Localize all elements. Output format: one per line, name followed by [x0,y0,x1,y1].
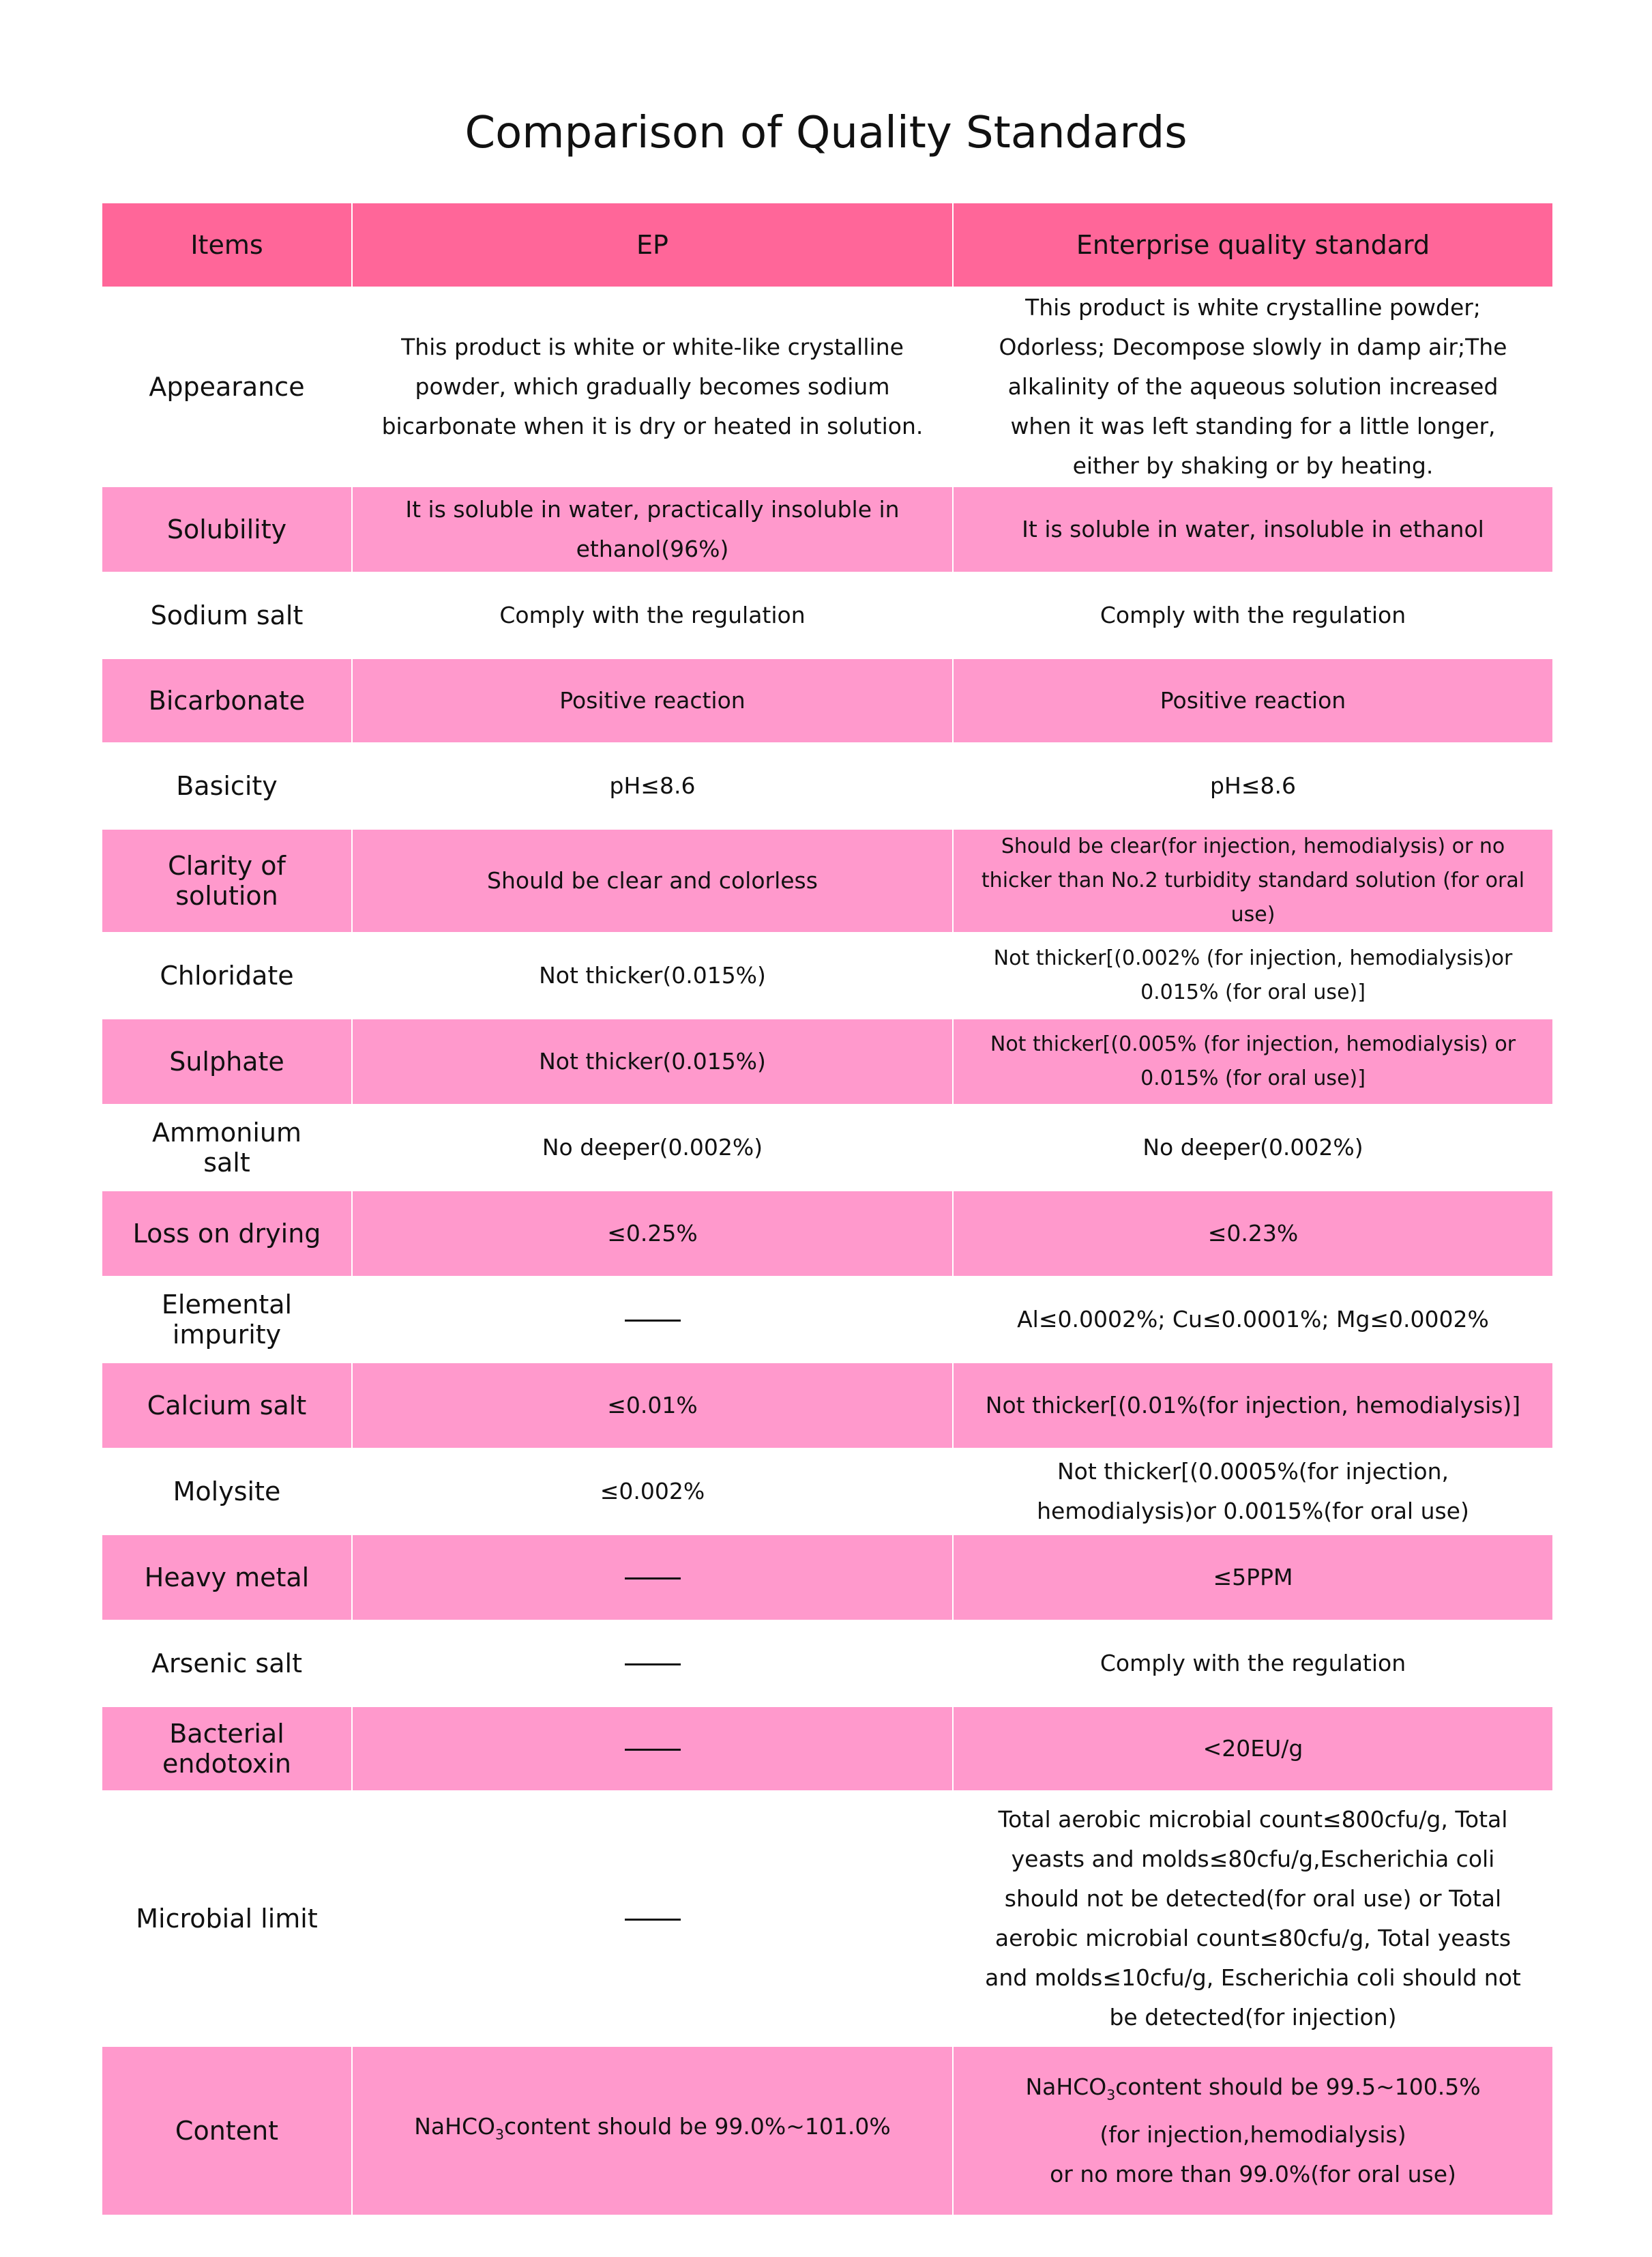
row-item-sulphate: Sulphate [102,1019,352,1105]
row-enterprise-solubility: It is soluble in water, insoluble in ethanol [953,486,1553,572]
row-item-microbial-limit: Microbial limit [102,1791,352,2046]
row-ep-calcium-salt: ≤0.01% [352,1363,953,1448]
row-item-basicity: Basicity [102,743,352,829]
ent-formula-sub: 3 [1106,2086,1116,2103]
row-ep-solubility: It is soluble in water, practically insoluble in ethanol(96%) [352,486,953,572]
ent-content-line-2: (for injection,hemodialysis) [1100,2121,1406,2148]
row-ep-arsenic-salt [352,1620,953,1706]
row-enterprise-bacterial-endotoxin: <20EU/g [953,1706,1553,1791]
row-item-solubility: Solubility [102,486,352,572]
row-item-clarity: Clarity of solution [102,829,352,933]
header-enterprise: Enterprise quality standard [953,203,1553,287]
ep-formula-prefix: NaHCO [414,2113,495,2140]
row-item-bicarbonate: Bicarbonate [102,658,352,743]
row-ep-sodium-salt: Comply with the regulation [352,572,953,658]
table-header-row [102,203,1553,287]
row-enterprise-basicity: pH≤8.6 [953,743,1553,829]
row-enterprise-arsenic-salt: Comply with the regulation [953,1620,1553,1706]
row-ep-bacterial-endotoxin [352,1706,953,1791]
row-item-appearance: Appearance [102,287,352,486]
table-row [102,1191,1553,1277]
table-row [102,287,1553,486]
row-enterprise-bicarbonate: Positive reaction [953,658,1553,743]
ent-content-line-3: or no more than 99.0%(for oral use) [1050,2160,1456,2187]
dash-symbol [625,1749,681,1751]
row-enterprise-heavy-metal: ≤5PPM [953,1534,1553,1620]
table-row [102,658,1553,743]
row-enterprise-ammonium-salt: No deeper(0.002%) [953,1105,1553,1191]
row-ep-content [352,2046,953,2215]
row-enterprise-sulphate: Not thicker[(0.005% (for injection, hemodialysis) or 0.015% (for oral use)] [953,1019,1553,1105]
table-row [102,1448,1553,1534]
row-item-content: Content [102,2046,352,2215]
row-item-bacterial-endotoxin: Bacterial endotoxin [102,1706,352,1791]
dash-symbol [625,1663,681,1665]
row-ep-chloridate: Not thicker(0.015%) [352,933,953,1019]
row-enterprise-sodium-salt: Comply with the regulation [953,572,1553,658]
table-row [102,1105,1553,1191]
row-enterprise-appearance: This product is white crystalline powder; Odorless; Decompose slowly in damp air;The alkalinity of the aqueous solution increased when it was left standing for a little longer, either by shaking or by heating. [953,287,1553,486]
ent-content-line-1 [977,2067,1529,2115]
table-row [102,743,1553,829]
row-item-ammonium-salt: Ammonium salt [102,1105,352,1191]
row-item-arsenic-salt: Arsenic salt [102,1620,352,1706]
dash-symbol [625,1320,681,1322]
row-ep-basicity: pH≤8.6 [352,743,953,829]
ent-formula-rest: content should be 99.5~100.5% [1115,2073,1481,2101]
table-row [102,1277,1553,1363]
row-enterprise-loss-on-drying: ≤0.23% [953,1191,1553,1277]
header-ep: EP [352,203,953,287]
ep-formula-rest: content should be 99.0%~101.0% [504,2113,891,2140]
row-enterprise-content [953,2046,1553,2215]
row-item-sodium-salt: Sodium salt [102,572,352,658]
dash-symbol [625,1577,681,1579]
table-row [102,933,1553,1019]
table-row [102,1534,1553,1620]
row-ep-heavy-metal [352,1534,953,1620]
row-enterprise-molysite: Not thicker[(0.0005%(for injection, hemodialysis)or 0.0015%(for oral use) [953,1448,1553,1534]
row-item-loss-on-drying: Loss on drying [102,1191,352,1277]
row-ep-ammonium-salt: No deeper(0.002%) [352,1105,953,1191]
row-item-molysite: Molysite [102,1448,352,1534]
row-ep-microbial-limit [352,1791,953,2046]
row-item-elemental-impurity: Elemental impurity [102,1277,352,1363]
row-enterprise-clarity: Should be clear(for injection, hemodialysis) or no thicker than No.2 turbidity standard solution (for oral use) [953,829,1553,933]
row-ep-bicarbonate: Positive reaction [352,658,953,743]
table-row [102,1620,1553,1706]
table-row [102,1019,1553,1105]
table-row [102,572,1553,658]
row-ep-clarity: Should be clear and colorless [352,829,953,933]
table-row [102,1706,1553,1791]
row-ep-molysite: ≤0.002% [352,1448,953,1534]
table-row [102,829,1553,933]
header-items: Items [102,203,352,287]
row-ep-appearance: This product is white or white-like crystalline powder, which gradually becomes sodium bicarbonate when it is dry or heated in solution. [352,287,953,486]
table-row [102,1791,1553,2046]
quality-standards-table [101,202,1554,2216]
table-row [102,2046,1553,2215]
row-item-calcium-salt: Calcium salt [102,1363,352,1448]
row-enterprise-chloridate: Not thicker[(0.002% (for injection, hemodialysis)or 0.015% (for oral use)] [953,933,1553,1019]
row-enterprise-calcium-salt: Not thicker[(0.01%(for injection, hemodialysis)] [953,1363,1553,1448]
row-item-heavy-metal: Heavy metal [102,1534,352,1620]
ent-formula-prefix: NaHCO [1025,2073,1107,2101]
row-ep-sulphate: Not thicker(0.015%) [352,1019,953,1105]
row-enterprise-microbial-limit: Total aerobic microbial count≤800cfu/g, Total yeasts and molds≤80cfu/g,Escherichia coli should not be detected(for oral use) or Total aerobic microbial count≤80cfu/g, Total yeasts and molds≤10cfu/g, Escherichia coli should not be detected(for injection) [953,1791,1553,2046]
row-item-chloridate: Chloridate [102,933,352,1019]
dash-symbol [625,1919,681,1921]
row-ep-loss-on-drying: ≤0.25% [352,1191,953,1277]
table-row [102,486,1553,572]
ep-formula-sub: 3 [495,2126,505,2143]
row-enterprise-elemental-impurity: Al≤0.0002%; Cu≤0.0001%; Mg≤0.0002% [953,1277,1553,1363]
table-row [102,1363,1553,1448]
page-title: Comparison of Quality Standards [464,108,1188,158]
row-ep-elemental-impurity [352,1277,953,1363]
